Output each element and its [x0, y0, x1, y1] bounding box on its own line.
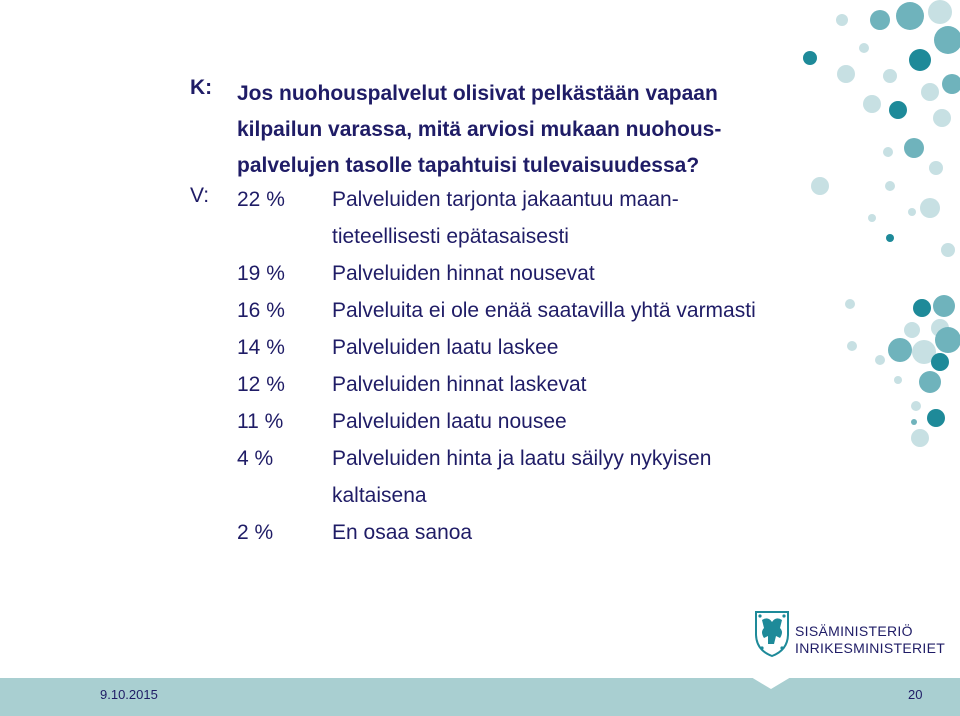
- decorative-dot: [896, 2, 924, 30]
- decorative-dot: [837, 65, 855, 83]
- question-label: K:: [190, 76, 213, 99]
- decorative-dot: [883, 69, 897, 83]
- decorative-dot: [941, 243, 955, 257]
- answer-text: Palveluiden hinnat laskevat: [332, 373, 587, 396]
- answer-text: tieteellisesti epätasaisesti: [332, 225, 569, 248]
- decorative-dot: [934, 26, 960, 54]
- lion-coat-of-arms-icon: [750, 604, 794, 660]
- question-line: Jos nuohouspalvelut olisivat pelkästään vapaan: [237, 82, 718, 105]
- decorative-dot: [920, 198, 940, 218]
- decorative-dot: [885, 181, 895, 191]
- decorative-dot: [863, 95, 881, 113]
- decorative-dot: [942, 74, 960, 94]
- decorative-dot: [908, 208, 916, 216]
- answer-text: Palveluiden laatu laskee: [332, 336, 559, 359]
- answer-text: Palveluiden hinta ja laatu säilyy nykyisen: [332, 447, 712, 470]
- ministry-logo-text: [795, 623, 945, 657]
- answer-percent: 22 %: [237, 188, 285, 211]
- decorative-dot: [883, 147, 893, 157]
- decorative-dot: [845, 299, 855, 309]
- answer-text: En osaa sanoa: [332, 521, 473, 544]
- answer-percent: 2 %: [237, 521, 274, 544]
- answer-text: Palveluiden laatu nousee: [332, 410, 567, 433]
- decorative-dot: [889, 101, 907, 119]
- answer-percent: 19 %: [237, 262, 285, 285]
- question-text: [237, 76, 837, 184]
- decorative-dot: [933, 109, 951, 127]
- logo-line-swedish: INRIKESMINISTERIET: [795, 640, 946, 656]
- answer-text: Palveluiden tarjonta jakaantuu maan-: [332, 188, 679, 211]
- decorative-dot: [870, 10, 890, 30]
- decorative-dot: [904, 138, 924, 158]
- question-line: palvelujen tasolle tapahtuisi tulevaisuudessa?: [237, 154, 700, 177]
- answer-text: Palveluiden hinnat nousevat: [332, 262, 595, 285]
- answer-percent: 4 %: [237, 447, 274, 470]
- decorative-dot: [875, 355, 885, 365]
- decorative-dot: [803, 51, 817, 65]
- decorative-dot: [859, 43, 869, 53]
- decorative-dot: [921, 83, 939, 101]
- decorative-dots: [780, 0, 960, 470]
- page-number: 20: [908, 687, 923, 702]
- question-line: kilpailun varassa, mitä arviosi mukaan nuohous-: [237, 118, 722, 141]
- decorative-dot: [911, 401, 921, 411]
- decorative-dot: [933, 295, 955, 317]
- decorative-dot: [894, 376, 902, 384]
- answer-text: kaltaisena: [332, 484, 427, 507]
- decorative-dot: [847, 341, 857, 351]
- answer-percent: 14 %: [237, 336, 285, 359]
- decorative-dot: [836, 14, 848, 26]
- decorative-dot: [888, 338, 912, 362]
- answer-label: V:: [190, 184, 210, 207]
- decorative-dot: [927, 409, 945, 427]
- answer-percent: 12 %: [237, 373, 285, 396]
- decorative-dot: [886, 234, 894, 242]
- decorative-dot: [911, 429, 929, 447]
- decorative-dot: [919, 371, 941, 393]
- answer-percent: 16 %: [237, 299, 285, 322]
- decorative-dot: [868, 214, 876, 222]
- decorative-dot: [911, 419, 917, 425]
- decorative-dot: [904, 322, 920, 338]
- answer-text: Palveluita ei ole enää saatavilla yhtä varmasti: [332, 299, 756, 322]
- decorative-dot: [935, 327, 960, 353]
- decorative-dot: [913, 299, 931, 317]
- logo-line-finnish: SISÄMINISTERIÖ: [795, 623, 913, 639]
- decorative-dot: [928, 0, 952, 24]
- decorative-dot: [909, 49, 931, 71]
- footer-notch: [751, 677, 791, 689]
- decorative-dot: [931, 353, 949, 371]
- decorative-dot: [929, 161, 943, 175]
- footer-date: 9.10.2015: [100, 687, 158, 702]
- answer-percent: 11 %: [237, 410, 284, 433]
